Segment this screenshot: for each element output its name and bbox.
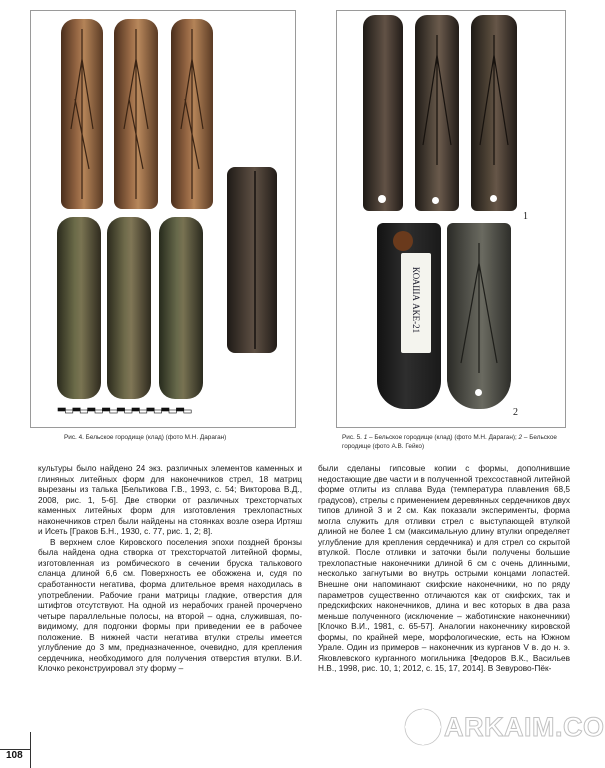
- mold-fragment: [57, 217, 101, 399]
- figure-5-caption: [342, 434, 570, 451]
- mold-fragment: [114, 19, 158, 209]
- mold-hole: [432, 197, 439, 204]
- paragraph: культуры было найдено 24 экз. различных элементов каменных и глиняных литейных форм для наконечников стрел, 18 матриц вырезаны из талька [Бельтикова Г.В., 1993, с. 54; Викторова В.Д., 2008, рис. 1, 5-6]. Две створки от различных трехсторчатых каменных литейных форм для изготовления трехлопастных наконечников стрел были найдены на стоянках возле озера Иртяш и Исеть [Граков Б.Н., 1930, с. 77, рис. 1, 2; 8].: [38, 463, 302, 537]
- scale-bar-segment: [102, 408, 109, 411]
- scale-bar-segment: [95, 410, 102, 413]
- mold-fragment: [171, 19, 213, 209]
- left-text-column: [38, 463, 302, 674]
- scale-bar-segment: [110, 410, 117, 413]
- scale-bar-segment: [176, 408, 183, 411]
- mold-plug: [393, 231, 413, 251]
- mold-hole: [490, 195, 497, 202]
- caption-part: Рис. 5.: [342, 434, 364, 441]
- mold-fragment: [61, 19, 103, 209]
- scale-bar-segment: [88, 408, 95, 411]
- scale-bar-segment: [184, 410, 191, 413]
- scale-bar-segment: [73, 408, 80, 411]
- mold-fragment: [447, 223, 511, 409]
- scale-bar-segment: [169, 410, 176, 413]
- scale-bar-segment: [125, 410, 132, 413]
- paragraph: В верхнем слое Кировского поселения эпохи поздней бронзы была найдена одна створка от трехсторчатой литейной формы, изготовленная из ромбического в сечении бруска талькового сланца длиной 6,6 см. Поверхность ее обожжена и, судя по сработанности негатива, форма длительное время находилась в употреблении. Рабочие грани матрицы гладкие, отверстия для штифтов отсутствуют. На одной из нерабочих граней прочерчено четыре параллельные полосы, на второй – одна, служившая, по-видимому, для подгонки формы при приведении ее в рабочее положение. В нижней части негатива втулки стрелы имеется углубление до 3 мм, предназначенное, очевидно, для крепления сердечника, необходимого для получения отверстия втулки. В.И. Клочко реконструировал эту форму –: [38, 536, 302, 674]
- figure-4-photo: [30, 10, 296, 428]
- museum-tag: [401, 253, 431, 353]
- watermark-text: ARKAIM.CO: [444, 712, 605, 742]
- figure-5-photo: [336, 10, 566, 428]
- scale-bar-segment: [65, 410, 72, 413]
- paragraph: были сделаны гипсовые копии с формы, дополнившие недостающие две части и в полученной трехсоставной литейной форме отлиты из сплава Вуда (температура плавления 68,5 градусов), стрелы с применением деревянных сердечников двух типов длиной 3 и 2 см. Как показали эксперименты, форма могла служить для отливки стрел с выступающей втулкой длиной не более 1 см (максимальную длину втулки определяет углубление для крепления сердечника) и для стрел со скрытой втулкой. После отливки и заточки были получены большие трехлопастные наконечники длиной 6 см с очень длинными, несколько загнутыми во внутрь острыми концами лопастей. Внешне они напоминают скифские наконечники, но по ряду параметров существенно отличаются как от скифских, так и предскифских наконечников, длина и вес которых в два раза меньше полученного (исключение – жаботинские наконечники) [Клочко В.И., 1981, с. 65-57]. Аналогии наконечнику кировской формы, по крайней мере, морфологические, есть на Южном Урале. Один из примеров – наконечник из курганов V в. до н. э. Яковлевского курганного могильника [Федоров В.К., Васильев Н.В., 1998, рис. 10, 1; 2012, с. 15, 17, 2014]. В Зевурово-Пёк-: [318, 463, 570, 674]
- figure-5-label-2: 2: [513, 407, 518, 418]
- figure-5-label-1: 1: [523, 211, 528, 222]
- mold-hole: [378, 195, 386, 203]
- caption-part: 1: [363, 434, 368, 441]
- caption-part: – Бельское городище (фото А.В. Гейко): [342, 434, 557, 450]
- figure-4-caption: Рис. 4. Бельское городище (клад) (фото М.Н. Дараган): [64, 434, 227, 441]
- scale-bar: [57, 407, 192, 415]
- mold-fragment: [107, 217, 151, 399]
- scale-bar-segment: [162, 408, 169, 411]
- scale-bar-segment: [117, 408, 124, 411]
- caption-part: 2: [518, 434, 523, 441]
- right-text-column: [318, 463, 570, 674]
- mold-fragment: [415, 15, 459, 211]
- mold-fragment: [471, 15, 517, 211]
- page-number: 108: [6, 750, 23, 761]
- mold-fragment: [227, 167, 277, 353]
- mold-hole: [475, 389, 482, 396]
- scale-bar-segment: [80, 410, 87, 413]
- mold-fragment: [159, 217, 203, 399]
- footer-rule-vertical: [30, 732, 31, 768]
- scale-bar-segment: [132, 408, 139, 411]
- scale-bar-segment: [139, 410, 146, 413]
- mold-fragment: [377, 223, 441, 409]
- mold-fragment: [363, 15, 403, 211]
- scale-bar-segment: [147, 408, 154, 411]
- watermark: [400, 702, 605, 754]
- museum-tag-text: КОАША АКЕ-21: [411, 266, 421, 334]
- scale-bar-segment: [154, 410, 161, 413]
- caption-part: – Бельское городище (клад) (фото М.Н. Дараган);: [367, 434, 519, 441]
- watermark-logo-icon: [402, 706, 444, 748]
- scale-bar-segment: [58, 408, 65, 411]
